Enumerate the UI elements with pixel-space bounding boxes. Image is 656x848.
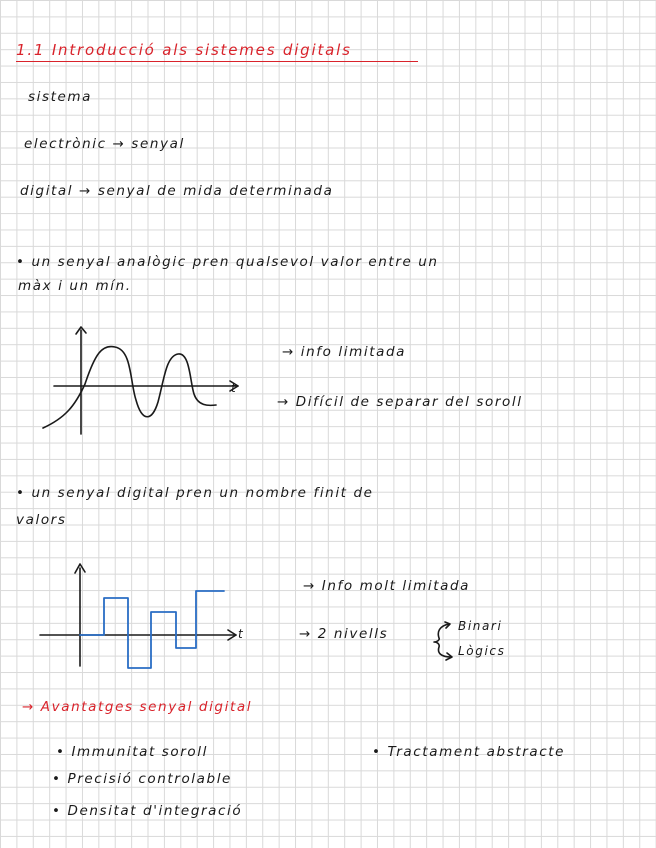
line-electronic: electrònic → senyal [24, 136, 185, 152]
line-sistema: sistema [28, 89, 93, 105]
title-underline [16, 61, 418, 62]
advantage-abstract-processing: • Tractament abstracte [372, 744, 566, 760]
digital-note-levels: → 2 nivells [299, 626, 389, 642]
analog-note-info: → info limitada [282, 344, 407, 360]
analog-definition-line-1: • un senyal analògic pren qualsevol valor entre un [16, 254, 439, 270]
analog-definition-line-2: màx i un mín. [18, 278, 132, 294]
digital-definition-line-2: valors [16, 512, 67, 528]
levels-brace [431, 620, 457, 660]
analog-time-label: t [231, 381, 238, 395]
page-title: 1.1 Introducció als sistemes digitals [16, 41, 352, 59]
digital-note-info: → Info molt limitada [303, 578, 470, 594]
digital-wave [80, 591, 224, 668]
advantage-precision: • Precisió controlable [52, 771, 232, 787]
advantage-integration-density: • Densitat d'integració [52, 803, 243, 819]
digital-definition-line-1: • un senyal digital pren un nombre finit de [16, 485, 374, 501]
analog-note-noise: → Difícil de separar del soroll [277, 394, 523, 410]
line-digital: digital → senyal de mida determinada [20, 183, 334, 199]
level-logic-label: Lògics [458, 644, 506, 658]
analog-wave [43, 346, 216, 428]
digital-time-label: t [238, 627, 245, 641]
advantages-heading: → Avantatges senyal digital [22, 699, 253, 715]
advantage-noise-immunity: • Immunitat soroll [56, 744, 208, 760]
level-binary-label: Binari [458, 619, 503, 633]
analog-signal-sketch [40, 322, 250, 434]
digital-signal-sketch [38, 560, 248, 668]
